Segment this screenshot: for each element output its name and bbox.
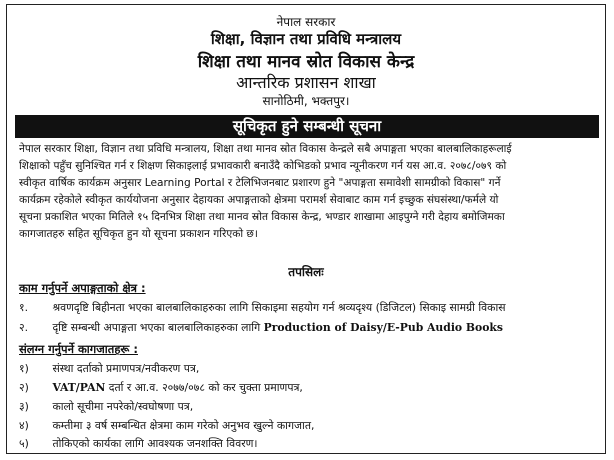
item-text: दर्ता र आ.व. २०७७/०७८ को कर चुक्ता प्रमाणपत्र,: [108, 381, 303, 394]
notice-title-banner: सूचिकृत हुने सम्बन्धी सूचना: [15, 115, 599, 138]
list-item: [19, 399, 595, 414]
details-subtitle: तपसिलः: [288, 265, 324, 279]
list-item: [19, 320, 595, 335]
item-text: कम्तीमा ३ वर्ष सम्बन्धित क्षेत्रमा काम गरेको अनुभव खुल्ने कागजात,: [52, 419, 315, 432]
address-line: सानोठिमी, भक्तपुर।: [262, 94, 350, 108]
item-text: संस्था दर्ताको प्रमाणपत्र/नवीकरण पत्र,: [52, 362, 200, 375]
item-text-bold: VAT/PAN: [52, 381, 106, 394]
item-text: दृष्टि सम्बन्धी अपाङ्गता भएका बालबालिकाहरुका लागि: [52, 321, 261, 334]
item-text-bold: Production of Daisy/E-Pub Audio Books: [263, 321, 503, 334]
body-line: स्वीकृत वार्षिक कार्यक्रम अनुसार Learning Portal र टेलिभिजनबाट प्रशारण हुने "अपाङ्गता समावेशी सामग्रीको विकास" गर्ने: [19, 177, 501, 189]
list-item: [19, 380, 595, 395]
body-line: कागजातहरु सहित सूचिकृत हुन यो सूचना प्रकाशन गरिएको छ।: [19, 228, 258, 240]
item-text: कालो सूचीमा नपरेको/स्वघोषणा पत्र,: [52, 400, 194, 413]
section-documents-title: संलग्न गर्नुपर्ने कागजातहरू :: [19, 342, 138, 356]
list-item: [19, 300, 595, 315]
item-number: २.: [19, 321, 29, 334]
list-item: [19, 361, 595, 376]
item-number: १): [19, 362, 29, 375]
item-number: ४): [19, 419, 29, 432]
body-line: शिक्षाको पहुँच सुनिश्चित गर्न र शिक्षण सिकाइलाई प्रभावकारी बनाउँदै कोभिडको प्रभाव न्यूनीकरण गर्न यस आ.व. २०७८/०७९ को: [19, 160, 507, 172]
govt-line: नेपाल सरकार: [276, 15, 336, 29]
list-item: [19, 436, 595, 451]
division-line: आन्तरिक प्रशासन शाखा: [236, 73, 376, 92]
item-number: १.: [19, 301, 29, 314]
notice-frame: [6, 4, 606, 454]
section-work-areas-title: काम गर्नुपर्ने अपाङ्गताको क्षेत्र :: [19, 281, 146, 295]
item-number: २): [19, 381, 29, 394]
body-line: कार्यक्रम रहेकोले स्वीकृत कार्ययोजना अनुसार देहायका अपाङ्गताको क्षेत्रमा परामर्श सेवाबाट काम गर्न इच्छुक संघसंस्था/फर्मले यो: [19, 194, 499, 206]
item-text: तोकिएको कार्यका लागि आवश्यक जनशक्ति विवरण।: [52, 437, 258, 450]
notice-body: [19, 141, 595, 243]
item-text: श्रवणदृष्टि बिहीनता भएका बालबालिकाहरुका लागि सिकाइमा सहयोग गर्न श्रव्यदृश्य (डिजिटल) सिकाइ सामग्री विकास: [52, 301, 506, 314]
item-number: ३): [19, 400, 29, 413]
list-item: [19, 418, 595, 433]
body-line: सूचना प्रकाशित भएका मितिले १५ दिनभित्र शिक्षा तथा मानव स्रोत विकास केन्द्र, भण्डार शाखामा आइपुग्ने गरी देहाय बमोजिमका: [19, 211, 505, 223]
center-line: शिक्षा तथा मानव स्रोत विकास केन्द्र: [197, 52, 415, 72]
item-number: ५): [19, 437, 29, 450]
body-line: नेपाल सरकार शिक्षा, विज्ञान तथा प्रविधि मन्त्रालय, शिक्षा तथा मानव स्रोत विकास केन्द्रले सबै अपाङ्गता भएका बालबालिकाहरूलाई: [19, 143, 512, 155]
ministry-line: शिक्षा, विज्ञान तथा प्रविधि मन्त्रालय: [210, 30, 402, 48]
